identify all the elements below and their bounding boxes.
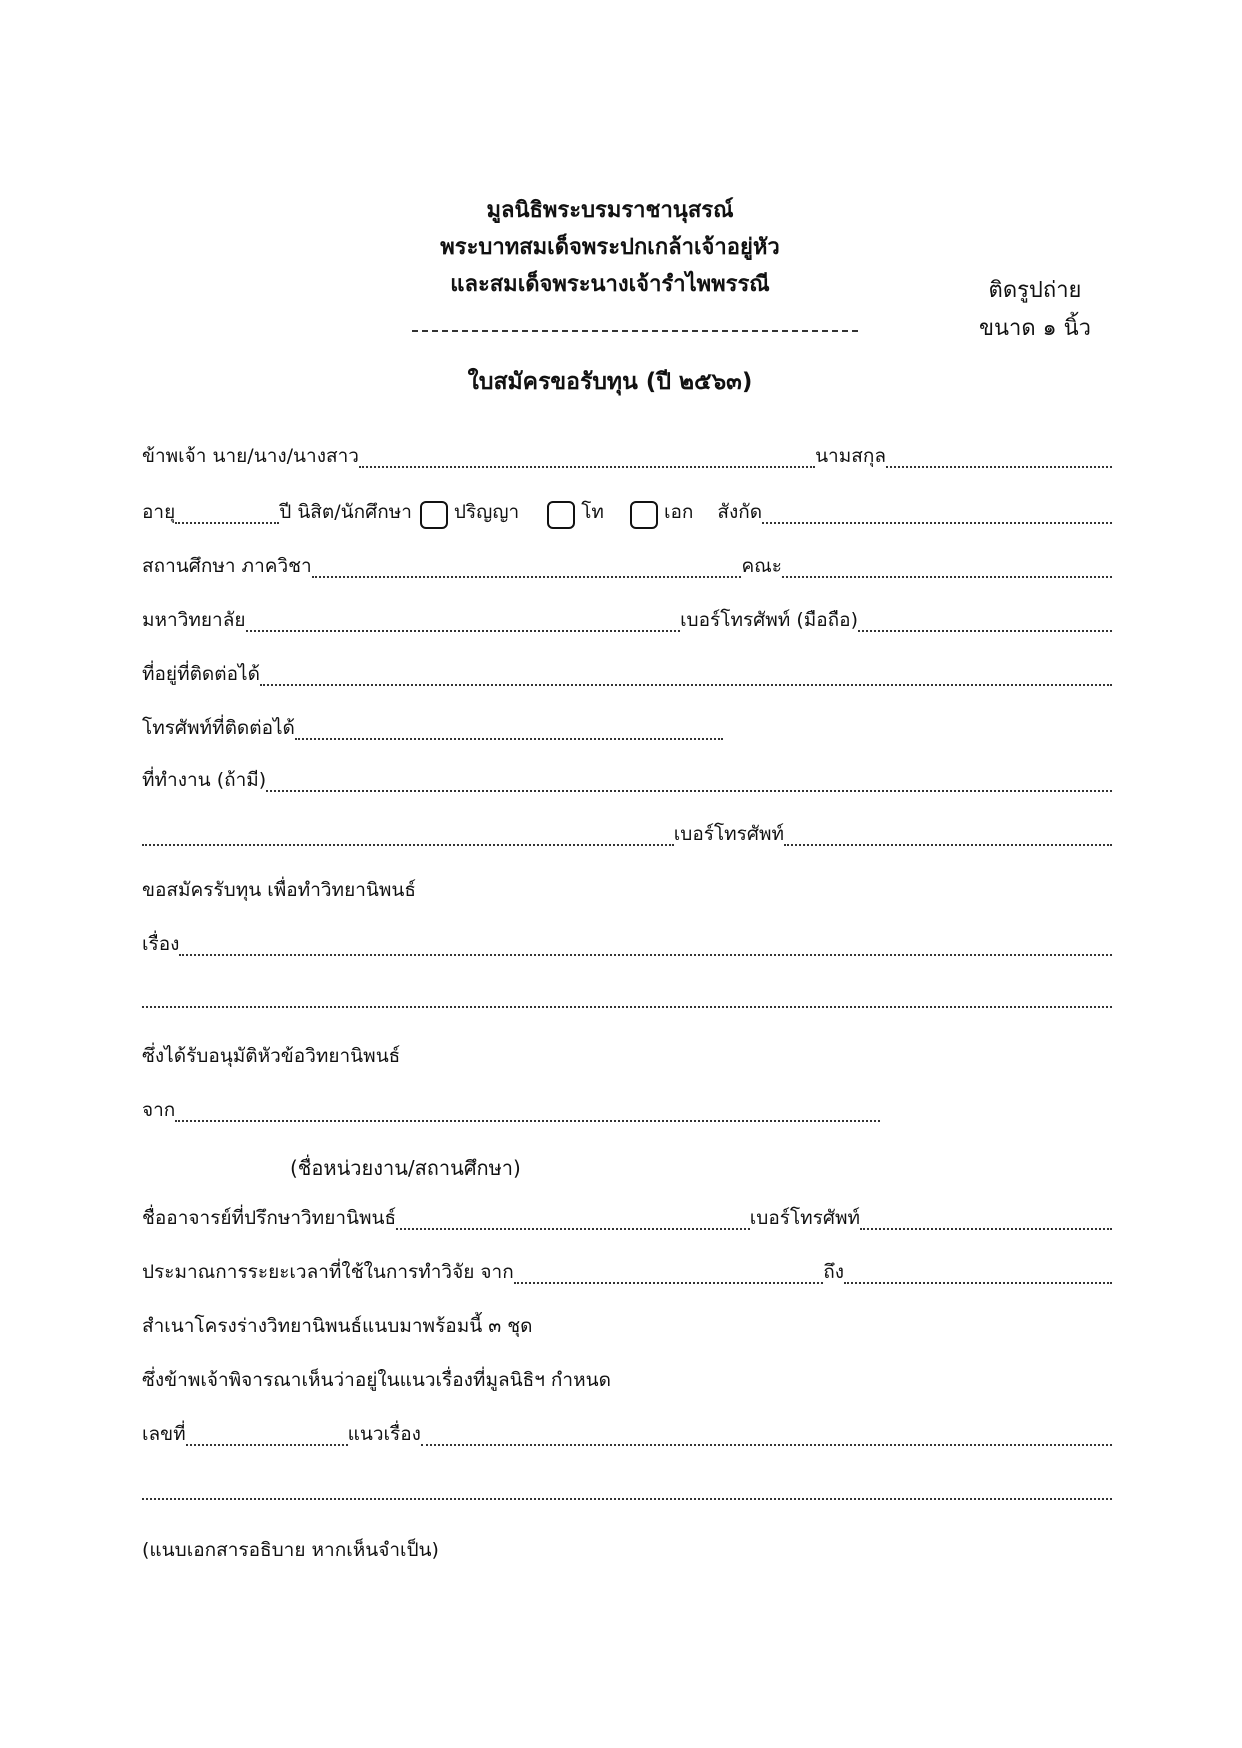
photo-line-1: ติดรูปถ่าย [988,278,1082,303]
from-label: จาก [142,1099,176,1121]
row-contact-phone [142,712,1112,746]
address-label: ที่อยู่ที่ติดต่อได้ [142,663,260,685]
faculty-label: คณะ [741,555,782,577]
age-field[interactable] [175,522,279,524]
bachelor-label: ปริญญา [453,501,520,523]
subject-field[interactable] [179,954,1112,956]
affiliation-field[interactable] [762,522,1112,524]
university-field[interactable] [246,630,681,632]
affiliation-label: สังกัด [717,501,763,523]
row-advisor [142,1202,1112,1236]
master-checkbox[interactable] [547,501,575,529]
row-age-degree [142,496,1112,530]
advisor-field[interactable] [396,1228,750,1230]
advisor-label: ชื่ออาจารย์ที่ปรึกษาวิทยานิพนธ์ [142,1207,397,1229]
photo-line-2: ขนาด ๑ นิ้ว [978,316,1092,341]
foundation-name-line-3: และสมเด็จพระนางเจ้ารำไพพรรณี [450,272,770,297]
to-label: ถึง [823,1261,844,1283]
row-approved [142,1040,1112,1074]
row-duration [142,1256,1112,1290]
row-copies [142,1310,1112,1344]
row-number-topic [142,1418,1112,1452]
mobile-label: เบอร์โทรศัพท์ (มือถือ) [680,609,858,631]
row-work-phone [142,818,1112,852]
master-label: โท [581,501,604,523]
workplace-field[interactable] [266,790,1112,792]
duration-to-field[interactable] [844,1282,1112,1284]
address-field[interactable] [260,684,1112,686]
year-student-label: ปี นิสิต/นักศึกษา [279,501,412,523]
consider-text: ซึ่งข้าพเจ้าพิจารณาเห็นว่าอยู่ในแนวเรื่องที่มูลนิธิฯ กำหนด [142,1369,611,1391]
faculty-field[interactable] [782,576,1112,578]
copies-text: สำเนาโครงร่างวิทยานิพนธ์แนบมาพร้อมนี้ ๓ ชุด [142,1315,533,1337]
topic-label: แนวเรื่อง [347,1423,421,1445]
row-institution [142,550,1112,584]
row-consider [142,1364,1112,1398]
age-label: อายุ [142,501,176,523]
number-field[interactable] [186,1444,348,1446]
number-label: เลขที่ [142,1423,186,1445]
advisor-phone-label: เบอร์โทรศัพท์ [749,1207,860,1229]
header-divider [412,330,858,332]
row-subject-continued [142,980,1112,1014]
foundation-name-line-2: พระบาทสมเด็จพระปกเกล้าเจ้าอยู่หัว [440,235,780,260]
row-applicant-name [142,440,1112,474]
from-field[interactable] [175,1120,880,1122]
topic-field[interactable] [421,1444,1112,1446]
row-topic-continued [142,1472,1112,1506]
advisor-phone-field[interactable] [860,1228,1112,1230]
row-subject [142,928,1112,962]
bachelor-checkbox[interactable] [420,501,448,529]
institution-label: สถานศึกษา ภาควิชา [142,555,312,577]
foundation-header [330,192,890,303]
work-phone-field[interactable] [784,844,1112,846]
row-address [142,658,1112,692]
work-phone-label: เบอร์โทรศัพท์ [673,823,784,845]
applicant-label: ข้าพเจ้า นาย/นาง/นางสาว [142,445,359,467]
row-workplace [142,764,1112,798]
duration-from-field[interactable] [514,1282,824,1284]
row-attach-note [142,1534,1112,1568]
apply-thesis-text: ขอสมัครรับทุน เพื่อทำวิทยานิพนธ์ [142,879,416,901]
doctor-checkbox[interactable] [630,501,658,529]
row-apply-thesis [142,874,1112,908]
contact-phone-field[interactable] [295,738,723,740]
workplace-label: ที่ทำงาน (ถ้ามี) [142,769,267,791]
subject-label: เรื่อง [142,933,180,955]
form-title: ใบสมัครขอรับทุน (ปี ๒๕๖๓) [467,369,753,395]
subject-field-continued[interactable] [142,1006,1112,1008]
row-university [142,604,1112,638]
foundation-name-line-1: มูลนิธิพระบรมราชานุสรณ์ [486,198,734,223]
organization-note: (ชื่อหน่วยงาน/สถานศึกษา) [290,1156,521,1180]
first-name-field[interactable] [359,466,815,468]
mobile-field[interactable] [858,630,1112,632]
workplace-field-continued[interactable] [142,844,674,846]
row-from [142,1094,1112,1128]
surname-label: นามสกุล [815,445,886,467]
approved-text: ซึ่งได้รับอนุมัติหัวข้อวิทยานิพนธ์ [142,1045,401,1067]
duration-label: ประมาณการระยะเวลาที่ใช้ในการทำวิจัย จาก [142,1261,514,1283]
doctor-label: เอก [663,501,694,523]
university-label: มหาวิทยาลัย [142,609,246,631]
department-field[interactable] [312,576,742,578]
surname-field[interactable] [886,466,1112,468]
attach-note: (แนบเอกสารอธิบาย หากเห็นจำเป็น) [142,1539,439,1561]
photo-placeholder [955,272,1115,348]
contact-phone-label: โทรศัพท์ที่ติดต่อได้ [142,717,295,739]
topic-field-continued[interactable] [142,1498,1112,1500]
